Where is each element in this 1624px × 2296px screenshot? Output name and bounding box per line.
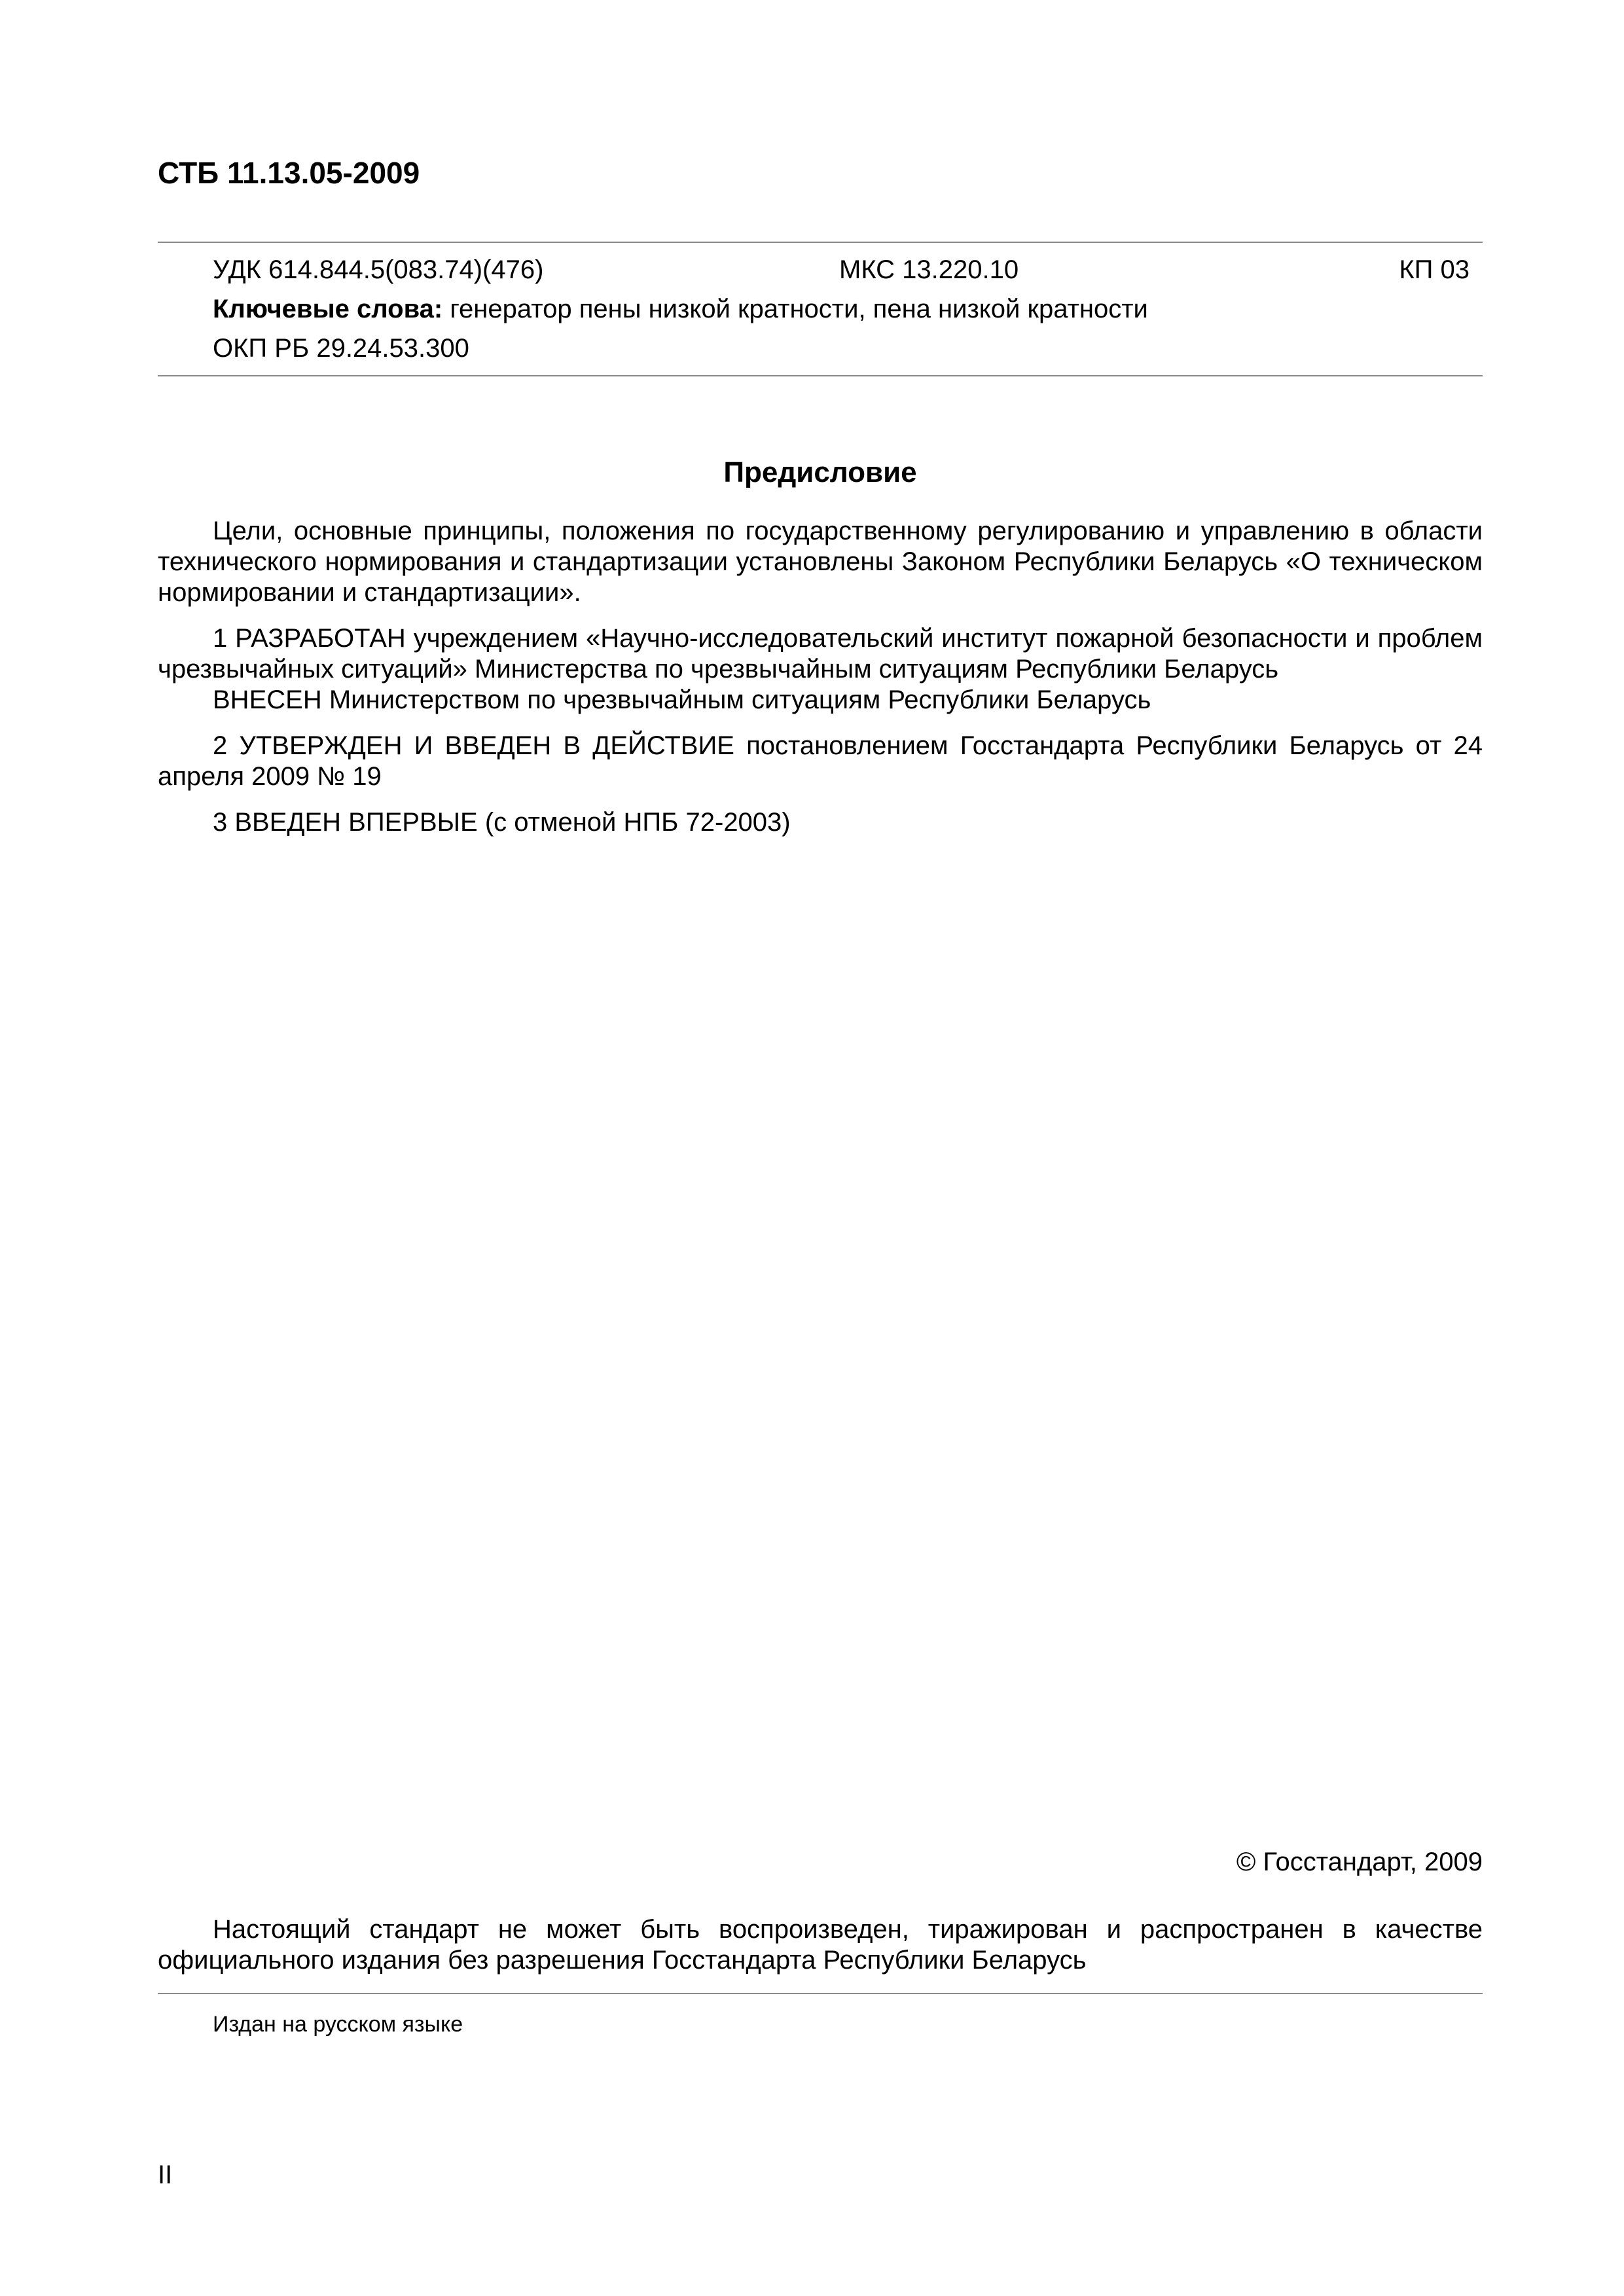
keywords-value: генератор пены низкой кратности, пена низкой кратности: [442, 295, 1148, 323]
foreword-item-1-introduced: [158, 685, 1483, 716]
footer-rule: [158, 1993, 1483, 1994]
copyright-notice: © Госстандарт, 2009: [1236, 1848, 1483, 1876]
mks-code: МКС 13.220.10: [839, 255, 1019, 284]
meta-top-rule: [158, 242, 1483, 243]
keywords-label: Ключевые слова:: [213, 295, 443, 323]
foreword-item-1-text: 1 РАЗРАБОТАН учреждением «Научно-исследовательский институт пожарной безопасности и проблем чрезвычайных ситуаций» Министерства по чрезвычайным ситуациям Республики Беларусь: [158, 624, 1483, 683]
foreword-item-3-text: 3 ВВЕДЕН ВПЕРВЫЕ (с отменой НПБ 72-2003): [213, 808, 791, 837]
udk-code: УДК 614.844.5(083.74)(476): [213, 255, 544, 284]
okp-code: ОКП РБ 29.24.53.300: [213, 334, 469, 363]
foreword-item-2: [158, 731, 1483, 792]
meta-bottom-rule: [158, 375, 1483, 376]
foreword-item-1: [158, 623, 1483, 685]
foreword-intro-text: Цели, основные принципы, положения по государственному регулированию и управлению в области технического нормирования и стандартизации установлены Законом Республики Беларусь «О техническом нормировании и стандартизации».: [158, 517, 1483, 607]
keywords-line: [213, 289, 1148, 329]
page-number: II: [158, 2160, 173, 2189]
kp-code: КП 03: [1399, 255, 1470, 284]
foreword-item-2-text: 2 УТВЕРЖДЕН И ВВЕДЕН В ДЕЙСТВИЕ постановлением Госстандарта Республики Беларусь от 24 апреля 2009 № 19: [158, 731, 1483, 791]
foreword-intro: [158, 516, 1483, 608]
document-designation: СТБ 11.13.05-2009: [158, 156, 420, 190]
foreword-item-1-introduced-text: ВНЕСЕН Министерством по чрезвычайным ситуациям Республики Беларусь: [213, 685, 1151, 714]
reproduction-notice-text: Настоящий стандарт не может быть воспроизведен, тиражирован и распространен в качестве официального издания без разрешения Госстандарта Республики Беларусь: [158, 1915, 1483, 1975]
foreword-item-3: [158, 807, 1483, 838]
foreword-title: Предисловие: [723, 456, 917, 488]
printed-language: Издан на русском языке: [213, 2012, 463, 2037]
reproduction-notice: [158, 1914, 1483, 1976]
